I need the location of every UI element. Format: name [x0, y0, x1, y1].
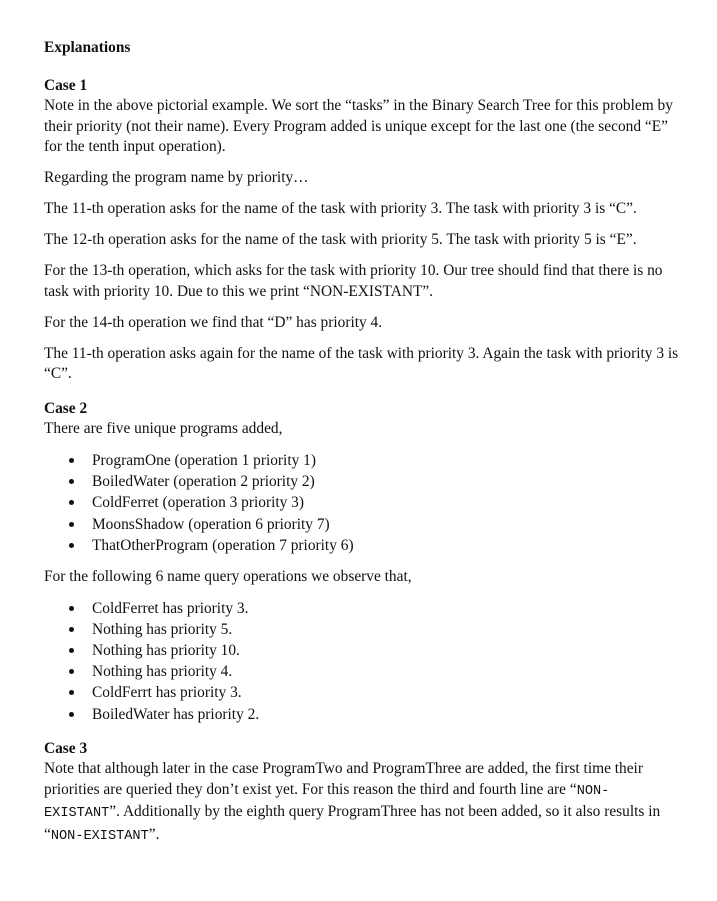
- open-quote: “: [569, 780, 577, 798]
- case-3-paragraph: [44, 759, 684, 847]
- case-3-text: ”. Additionally by the eighth query ProgramThree has not been added, so it also results in: [109, 803, 661, 821]
- case-3-section: [44, 739, 684, 848]
- list-item: Nothing has priority 4.: [92, 661, 684, 682]
- list-item: Nothing has priority 5.: [92, 619, 684, 640]
- code-non-existant: NON-EXISTANT: [50, 828, 149, 844]
- case-1-paragraph: Note in the above pictorial example. We sort the “tasks” in the Binary Search Tree for this problem by their priority (not their name). Every Program added is unique except for the last one (the second “E” for the tenth input operation).: [44, 97, 673, 155]
- case-1-paragraph: Regarding the program name by priority…: [44, 169, 309, 186]
- list-item: MoonsShadow (operation 6 priority 7): [92, 514, 684, 535]
- list-item: ThatOtherProgram (operation 7 priority 6): [92, 535, 684, 556]
- case-1-paragraph: For the 14-th operation we find that “D” has priority 4.: [44, 313, 383, 331]
- case-1-paragraph: For the 13-th operation, which asks for the task with priority 10. Our tree should find that there is no task with priority 10. Due to this we print “NON-EXISTANT”.: [44, 262, 663, 300]
- code-non-existant: NON-EXISTANT: [44, 783, 610, 822]
- list-item: ColdFerret has priority 3.: [92, 598, 684, 619]
- list-item: Nothing has priority 10.: [92, 640, 684, 661]
- case-2-section: [44, 399, 684, 725]
- list-item: ColdFerrt has priority 3.: [92, 682, 684, 703]
- case-1-paragraph: The 11-th operation asks for the name of the task with priority 3. The task with priority 3 is “C”.: [44, 200, 637, 217]
- list-item: ProgramOne (operation 1 priority 1): [92, 450, 684, 471]
- open-quote: “: [44, 825, 51, 843]
- case-1-heading: Case 1: [44, 76, 88, 94]
- case-1-section: [44, 76, 684, 385]
- document-title: Explanations: [44, 39, 131, 56]
- list-item: BoiledWater (operation 2 priority 2): [92, 471, 684, 492]
- close-quote: ”.: [148, 825, 160, 843]
- list-item: ColdFerret (operation 3 priority 3): [92, 492, 684, 513]
- queries-list: [44, 598, 684, 725]
- document: [44, 38, 684, 858]
- list-item: BoiledWater has priority 2.: [92, 704, 684, 725]
- case-1-paragraph: The 12-th operation asks for the name of the task with priority 5. The task with priority 5 is “E”.: [44, 231, 637, 248]
- case-3-text: Note that although later in the case ProgramTwo and ProgramThree are added, the first time their priorities are queried they don’t exist yet. For this reason the third and fourth line are: [44, 760, 643, 798]
- case-2-intro: There are five unique programs added,: [44, 420, 283, 437]
- case-2-query-intro: For the following 6 name query operations we observe that,: [44, 567, 412, 585]
- programs-list: [44, 450, 684, 556]
- case-3-heading: Case 3: [44, 739, 88, 757]
- case-2-heading: Case 2: [44, 399, 88, 417]
- case-1-paragraph: The 11-th operation asks again for the name of the task with priority 3. Again the task with priority 3 is “C”.: [44, 344, 679, 382]
